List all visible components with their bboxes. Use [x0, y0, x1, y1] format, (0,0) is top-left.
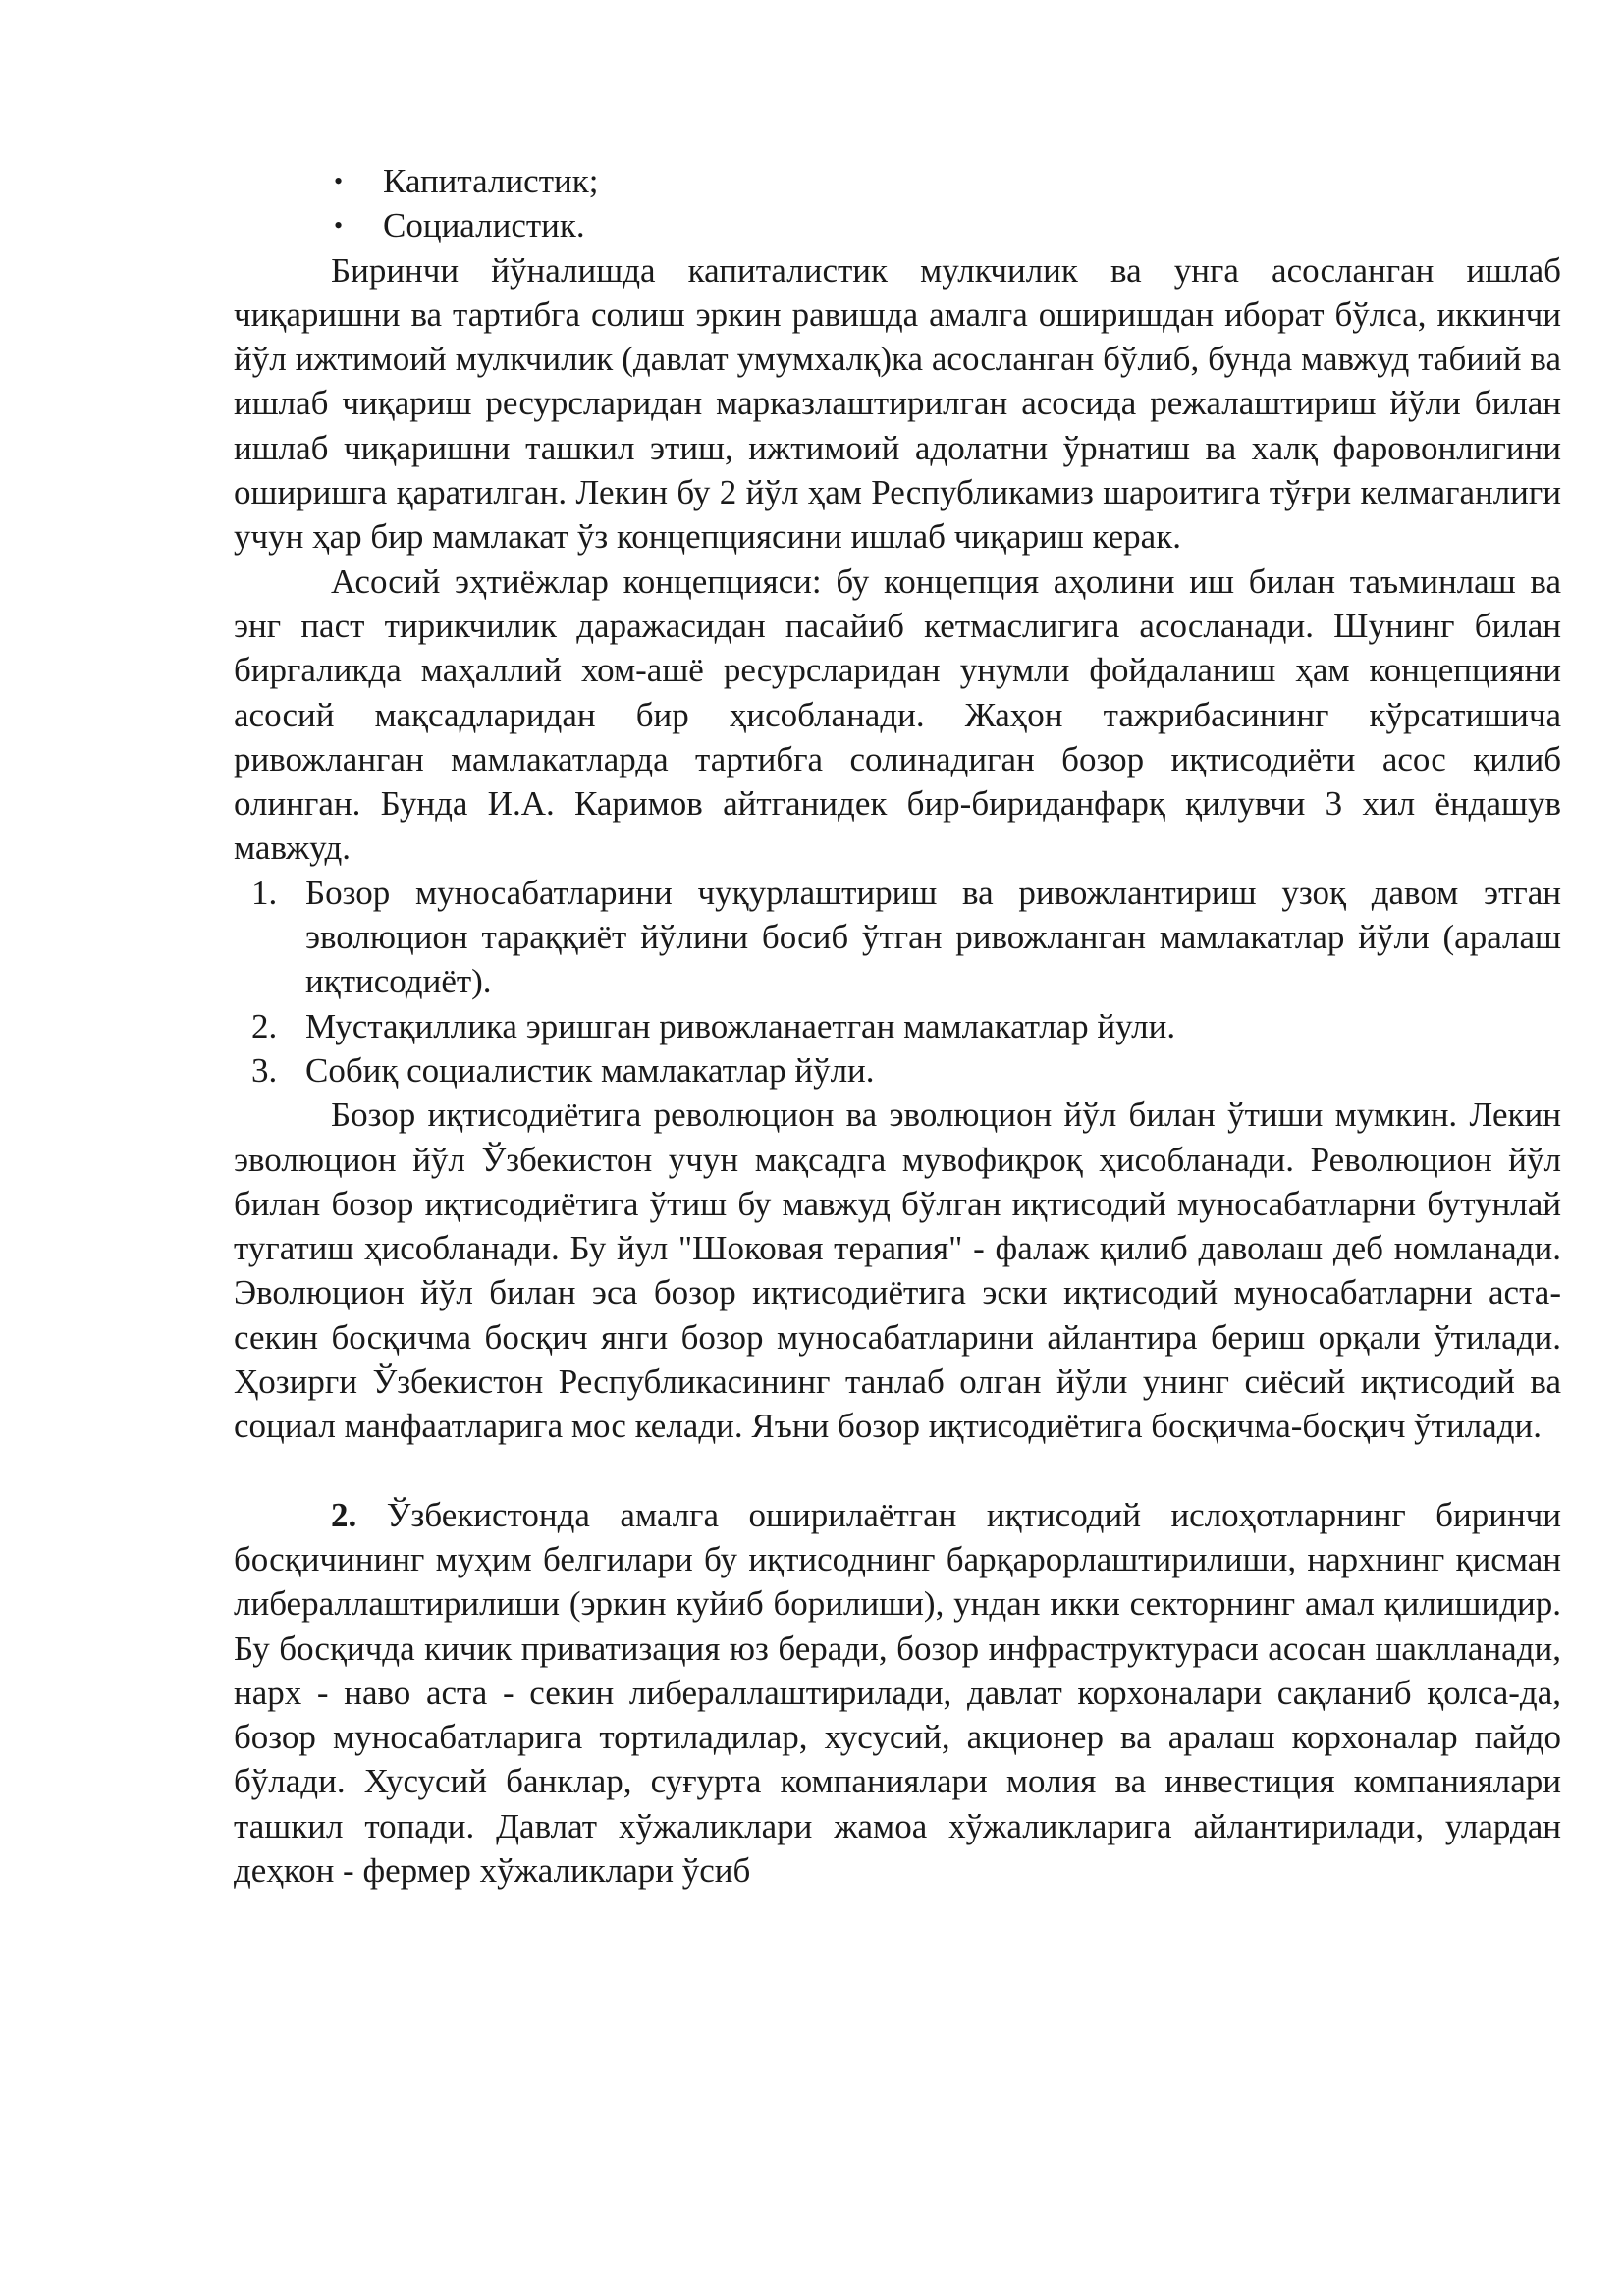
numbered-list	[234, 871, 1561, 1093]
numbered-item-text: Мустақиллика эришган ривожланаетган мамлакатлар йули.	[305, 1006, 1176, 1045]
numbered-item	[234, 1048, 1561, 1093]
numbered-item	[234, 871, 1561, 1004]
bullet-item	[234, 203, 1561, 247]
bullet-icon: •	[334, 167, 344, 195]
bullet-icon: •	[334, 211, 344, 240]
document-page	[234, 159, 1561, 1893]
bullet-text: Капиталистик;	[383, 162, 599, 200]
paragraph-first-direction: Биринчи йўналишда капиталистик мулкчилик ва унга асосланган ишлаб чиқаришни ва тартибга солиш эркин равишда амалга оширишдан иборат бўлса, иккинчи йўл ижтимоий мулкчилик (давлат умумхалқ)ка асосланган бўлиб, бунда мавжуд табиий ва ишлаб чиқариш ресурсларидан марказлаштирилган асосида режалаштириш йўли билан ишлаб чиқаришни ташкил этиш, ижтимоий адолатни ўрнатиш ва халқ фаровонлигини оширишга қаратилган. Лекин бу 2 йўл ҳам Республикамиз шароитига тўғри келмаганлиги учун ҳар бир мамлакат ўз концепциясини ишлаб чиқариш керак.	[234, 250, 1561, 557]
section-number: 2.	[331, 1495, 357, 1534]
section-2-text: Ўзбекистонда амалга оширилаётган иқтисодий ислоҳотларнинг биринчи босқичининг муҳим белгилари бу иқтисоднинг барқарорлаштирилиши, нархнинг қисман либераллаштирилиши (эркин куйиб борилиши), ундан икки секторнинг амал қилишидир. Бу босқичда кичик приватизация юз беради, бозор инфраструктураси асосан шаклланади, нарх - наво аста - секин либераллаштирилади, давлат корхоналари сақланиб қолса-да, бозор муносабатларига тортиладилар, хусусий, акционер ва аралаш корхоналар пайдо бўлади. Хусусий банклар, суғурта компаниялари молия ва инвестиция компаниялари ташкил топади. Давлат хўжаликлари жамоа хўжаликларига айлантирилади, улардан деҳкон - фермер хўжаликлари ўсиб	[234, 1495, 1562, 1890]
paragraph-market-transition: Бозор иқтисодиётига революцион ва эволюцион йўл билан ўтиши мумкин. Лекин эволюцион йўл Ўзбекистон учун мақсадга мувофиқроқ ҳисобланади. Революцион йўл билан бозор иқтисодиётига ўтиш бу мавжуд бўлган иқтисодий муносабатларни бутунлай тугатиш ҳисобланади. Бу йул "Шоковая терапия" - фалаж қилиб даволаш деб номланади. Эволюцион йўл билан эса бозор иқтисодиётига эски иқтисодий муносабатларни аста-секин босқичма босқич янги бозор муносабатларини айлантира бериш орқали ўтилади. Ҳозирги Ўзбекистон Республикасининг танлаб олган йўли унинг сиёсий иқтисодий ва социал манфаатларига мос келади. Яъни бозор иқтисодиётига босқичма-босқич ўтилади.	[234, 1095, 1561, 1446]
paragraph-basic-needs-concept: Асосий эҳтиёжлар концепцияси: бу концепция аҳолини иш билан таъминлаш ва энг паст тирикчилик даражасидан пасайиб кетмаслигига асосланади. Шунинг билан биргаликда маҳаллий хом-ашё ресурсларидан унумли фойдаланиш ҳам концепцияни асосий мақсадларидан бир ҳисобланади. Жаҳон тажрибасининг кўрсатишича ривожланган мамлакатларда тартибга солинадиган бозор иқтисодиёти асос қилиб олинган. Бунда И.А. Каримов айтганидек бир-бириданфарқ қилувчи 3 хил ёндашув мавжуд.	[234, 561, 1561, 868]
numbered-item-number: 1.	[251, 873, 278, 912]
numbered-item-number: 3.	[251, 1050, 278, 1090]
bullet-list	[234, 159, 1561, 248]
bullet-item	[234, 159, 1561, 203]
bullet-text: Социалистик.	[383, 206, 585, 245]
paragraph-spacer	[234, 1449, 1561, 1493]
numbered-item-text: Бозор муносабатларини чуқурлаштириш ва ривожлантириш узоқ давом этган эволюцион тараққиёт йўлини босиб ўтган ривожланган мамлакатлар йўли (аралаш иқтисодиёт).	[305, 873, 1561, 1001]
numbered-item	[234, 1004, 1561, 1048]
section-2-paragraph	[234, 1493, 1561, 1894]
numbered-item-text: Собиқ социалистик мамлакатлар йўли.	[305, 1050, 875, 1090]
numbered-item-number: 2.	[251, 1006, 278, 1045]
